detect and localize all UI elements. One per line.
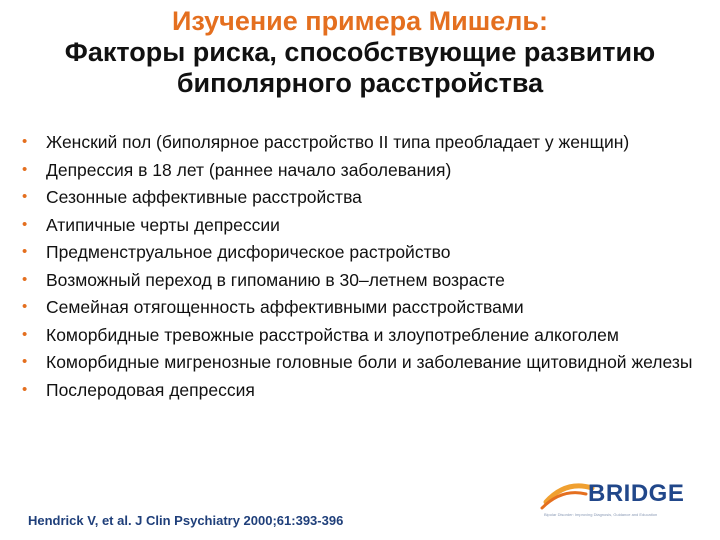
- title-line-2: Факторы риска, способствующие развитию: [64, 37, 656, 67]
- title-line-3: биполярного расстройства: [176, 68, 544, 98]
- bullet-icon: •: [22, 160, 28, 178]
- list-item-text: Возможный переход в гипоманию в 30–летнем возрасте: [46, 269, 505, 290]
- list-item: [22, 187, 702, 207]
- title-line-1: Изучение примера Мишель:: [171, 6, 549, 36]
- list-item: [22, 270, 702, 290]
- logo-wordmark: BRIDGE: [588, 480, 685, 507]
- list-item: [22, 160, 702, 180]
- list-item: [22, 215, 702, 235]
- risk-factor-list: [22, 132, 702, 407]
- bullet-icon: •: [22, 243, 28, 260]
- list-item: [22, 325, 702, 345]
- list-item-text: Сезонные аффективные расстройства: [46, 187, 362, 207]
- bullet-icon: •: [22, 188, 28, 205]
- list-item-text: Атипичные черты депрессии: [46, 214, 280, 235]
- logo-tagline: Bipolar Disorder: Improving Diagnosis, Guidance and Education: [544, 512, 658, 517]
- list-item: [22, 132, 702, 152]
- bullet-icon: •: [22, 298, 28, 315]
- list-item: [22, 242, 702, 262]
- bullet-icon: •: [22, 325, 28, 343]
- list-item-text: Предменструальное дисфорическое растройство: [46, 242, 451, 262]
- bridge-logo: [540, 478, 710, 524]
- list-item: [22, 352, 702, 372]
- list-item-text: Коморбидные мигренозные головные боли и заболевание щитовидной железы: [46, 352, 693, 372]
- list-item-text: Семейная отягощенность аффективными расстройствами: [46, 297, 524, 317]
- list-item-text: Депрессия в 18 лет (раннее начало заболевания): [46, 159, 452, 180]
- list-item: [22, 380, 702, 400]
- list-item-text: Послеродовая депрессия: [46, 379, 255, 400]
- slide-title: [0, 6, 720, 99]
- reference-citation: Hendrick V, et al. J Clin Psychiatry 2000;61:393-396: [28, 513, 344, 528]
- bullet-icon: •: [22, 353, 28, 370]
- bullet-icon: •: [22, 133, 28, 150]
- list-item-text: Женский пол (биполярное расстройство II типа преобладает у женщин): [46, 132, 630, 152]
- list-item: [22, 297, 702, 317]
- bullet-icon: •: [22, 380, 28, 398]
- bullet-icon: •: [22, 215, 28, 233]
- bullet-icon: •: [22, 270, 28, 288]
- list-item-text: Коморбидные тревожные расстройства и злоупотребление алкоголем: [46, 324, 619, 345]
